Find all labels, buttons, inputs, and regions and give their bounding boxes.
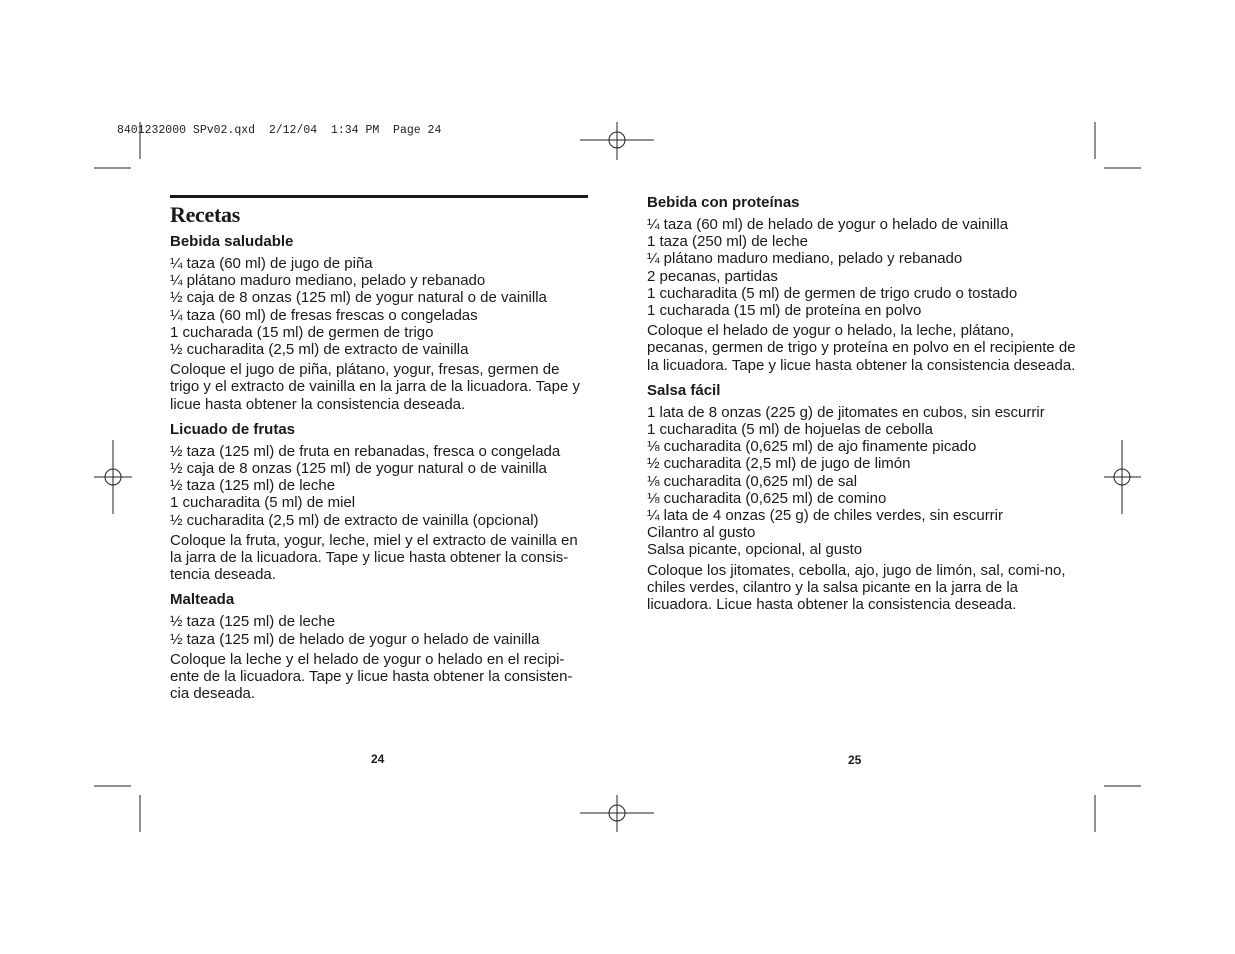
ingredient-item: ½ cucharadita (2,5 ml) de extracto de vainilla — [170, 341, 469, 359]
ingredient-item: ¼ taza (60 ml) de fresas frescas o congeladas — [170, 306, 478, 324]
ingredient-item: 1 cucharadita (5 ml) de miel — [170, 494, 356, 512]
recipe-instructions: Coloque la fruta, yogur, leche, miel y el extracto de vainilla en la jarra de la licuadora. Tape y licue hasta obtener la consis-tencia deseada. — [170, 531, 578, 584]
ingredient-item: Salsa picante, opcional, al gusto — [647, 541, 863, 559]
ingredient-item: ¼ lata de 4 onzas (25 g) de chiles verdes, sin escurrir — [647, 507, 1004, 525]
recipe-salsa-facil — [647, 382, 1077, 613]
recipe-malteada — [170, 591, 590, 702]
ingredient-item: ½ taza (125 ml) de helado de yogur o helado de vainilla — [170, 630, 540, 648]
title-rule — [170, 195, 588, 198]
recipe-bebida-saludable — [170, 233, 590, 413]
ingredient-item: 1 lata de 8 onzas (225 g) de jitomates en cubos, sin escurrir — [647, 403, 1045, 421]
print-slug-line: 8401232000 SPv02.qxd 2/12/04 1:34 PM Page 24 — [117, 124, 442, 137]
ingredient-item: ⅛ cucharadita (0,625 ml) de comino — [647, 489, 887, 507]
registration-mark-right — [1104, 440, 1141, 514]
ingredient-item: ⅛ cucharadita (0,625 ml) de sal — [647, 472, 858, 490]
ingredient-item: ½ taza (125 ml) de leche — [170, 477, 336, 495]
ingredient-item: ¼ plátano maduro mediano, pelado y rebanado — [170, 272, 486, 290]
recipe-instructions: Coloque el helado de yogur o helado, la leche, plátano, pecanas, germen de trigo y proteína en polvo en el recipiente de la licuadora. Tape y licue hasta obtener la consistencia deseada. — [647, 322, 1076, 374]
registration-mark-top — [580, 122, 654, 160]
ingredient-item: 1 cucharadita (5 ml) de germen de trigo crudo o tostado — [647, 284, 1018, 302]
page-number-right: 25 — [848, 753, 862, 767]
ingredient-item: ½ taza (125 ml) de fruta en rebanadas, fresca o congelada — [170, 442, 561, 460]
ingredient-list — [170, 443, 590, 529]
recipe-name: Licuado de frutas — [170, 420, 296, 438]
ingredient-item: ⅛ cucharadita (0,625 ml) de ajo finamente picado — [647, 438, 977, 456]
left-page-column — [170, 195, 590, 710]
ingredient-item: Cilantro al gusto — [647, 524, 756, 542]
ingredient-item: ½ cucharadita (2,5 ml) de extracto de vainilla (opcional) — [170, 511, 539, 529]
recipe-instructions: Coloque los jitomates, cebolla, ajo, jugo de limón, sal, comi-no, chiles verdes, cilantro y la salsa picante en la jarra de la licuadora. Licue hasta obtener la consistencia deseada. — [647, 561, 1066, 614]
ingredient-list — [647, 404, 1077, 559]
recipe-licuado-de-frutas — [170, 421, 590, 584]
ingredient-item: 1 cucharadita (5 ml) de hojuelas de cebolla — [647, 421, 934, 439]
ingredient-item: 1 taza (250 ml) de leche — [647, 233, 808, 251]
recipe-instructions: Coloque la leche y el helado de yogur o helado en el recipi-ente de la licuadora. Tape y licue hasta obtener la consisten-cia deseada. — [170, 650, 573, 703]
page-title: Recetas — [170, 202, 240, 227]
registration-mark-bottom — [580, 795, 654, 832]
registration-mark-left — [94, 440, 132, 514]
recipe-instructions: Coloque el jugo de piña, plátano, yogur, fresas, germen de trigo y el extracto de vainilla en la jarra de la licuadora. Tape y licue hasta obtener la consistencia deseada. — [170, 361, 580, 413]
ingredient-item: 2 pecanas, partidas — [647, 267, 778, 285]
ingredient-item: ¼ plátano maduro mediano, pelado y rebanado — [647, 250, 963, 268]
ingredient-item: ½ cucharadita (2,5 ml) de jugo de limón — [647, 455, 911, 473]
ingredient-item: 1 cucharada (15 ml) de germen de trigo — [170, 323, 434, 341]
ingredient-item: ½ caja de 8 onzas (125 ml) de yogur natural o de vainilla — [170, 289, 547, 307]
recipe-name: Malteada — [170, 591, 235, 609]
ingredient-item: ¼ taza (60 ml) de jugo de piña — [170, 255, 373, 272]
ingredient-list — [170, 613, 590, 647]
page-number-left: 24 — [371, 752, 385, 766]
ingredient-item: 1 cucharada (15 ml) de proteína en polvo — [647, 302, 922, 320]
ingredient-item: ¼ taza (60 ml) de helado de yogur o helado de vainilla — [647, 216, 1009, 233]
ingredient-item: ½ caja de 8 onzas (125 ml) de yogur natural o de vainilla — [170, 460, 547, 478]
right-page-column — [647, 194, 1077, 621]
recipe-name: Salsa fácil — [647, 381, 721, 399]
recipe-name: Bebida con proteínas — [647, 194, 800, 211]
ingredient-list — [170, 255, 590, 358]
ingredient-item: ½ taza (125 ml) de leche — [170, 613, 336, 631]
recipe-bebida-con-proteinas — [647, 194, 1077, 374]
ingredient-list — [647, 216, 1077, 319]
recipe-name: Bebida saludable — [170, 233, 294, 250]
